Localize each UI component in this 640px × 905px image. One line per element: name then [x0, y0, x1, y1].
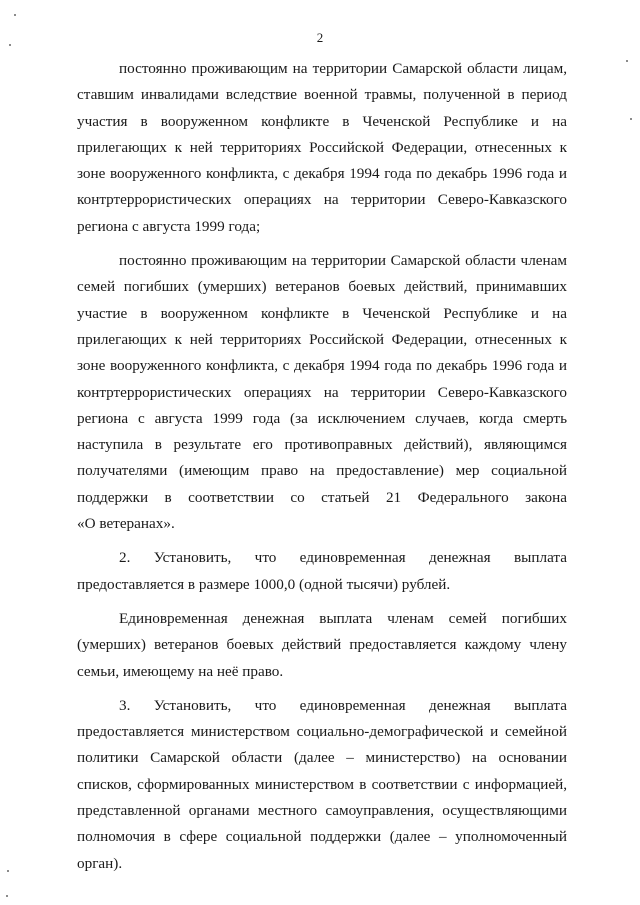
- text-line: региона с августа 1999 года (за исключением случаев, когда смерть: [77, 409, 567, 427]
- text-line: ставшим инвалидами вследствие военной травмы, полученной в период: [77, 86, 567, 104]
- text-line: предоставляется в размере 1000,0 (одной тысячи) рублей.: [77, 575, 451, 593]
- paragraph-family-payment: [77, 606, 567, 685]
- document-body: [77, 56, 567, 885]
- scan-speck: [7, 870, 9, 872]
- text-line: участия в вооруженном конфликте в Чеченской Республике и на: [77, 112, 567, 130]
- text-line: предоставляется министерством социально-демографической и семейной: [77, 723, 567, 741]
- text-line: «О ветеранах».: [77, 515, 175, 533]
- paragraph-item-3: [77, 693, 567, 877]
- scan-speck: [626, 60, 628, 62]
- text-line: постоянно проживающим на территории Самарской области членам: [119, 252, 567, 270]
- scan-speck: [14, 14, 16, 16]
- text-line: участие в вооруженном конфликте в Чеченской Республике и на: [77, 304, 567, 322]
- paragraph-item-2: [77, 545, 567, 598]
- page-number: 2: [316, 30, 324, 45]
- text-line: политики Самарской области (далее – министерство) на основании: [77, 749, 567, 767]
- scan-speck: [9, 44, 11, 46]
- paragraph-families: [77, 248, 567, 537]
- text-line: наступила в результате его противоправных действий), являющимся: [77, 436, 567, 454]
- text-line: поддержки в соответствии со статьей 21 Федерального закона: [77, 488, 567, 506]
- text-line: Единовременная денежная выплата членам семей погибших: [119, 609, 567, 627]
- text-line: 3. Установить, что единовременная денежная выплата: [119, 696, 567, 714]
- text-line: 2. Установить, что единовременная денежная выплата: [119, 549, 567, 567]
- text-line: контртеррористических операциях на территории Северо-Кавказского: [77, 383, 567, 401]
- text-line: зоне вооруженного конфликта, с декабря 1994 года по декабрь 1996 года и: [77, 165, 567, 183]
- paragraph-invalids: [77, 56, 567, 240]
- text-line: получателями (имеющим право на предоставление) мер социальной: [77, 462, 567, 480]
- text-line: семей погибших (умерших) ветеранов боевых действий, принимавших: [77, 278, 567, 296]
- text-line: орган).: [77, 854, 123, 872]
- text-line: прилегающих к ней территориях Российской Федерации, отнесенных к: [77, 138, 567, 156]
- text-line: списков, сформированных министерством в соответствии с информацией,: [77, 775, 567, 793]
- scan-speck: [6, 895, 8, 897]
- text-line: (умерших) ветеранов боевых действий предоставляется каждому члену: [77, 636, 567, 654]
- text-line: представленной органами местного самоуправления, осуществляющими: [77, 802, 567, 820]
- text-line: полномочия в сфере социальной поддержки (далее – уполномоченный: [77, 828, 567, 846]
- scan-speck: [630, 118, 632, 120]
- text-line: постоянно проживающим на территории Самарской области лицам,: [119, 60, 567, 77]
- text-line: семьи, имеющему на неё право.: [77, 662, 284, 680]
- text-line: региона с августа 1999 года;: [77, 217, 261, 235]
- text-line: контртеррористических операциях на территории Северо-Кавказского: [77, 191, 567, 209]
- text-line: зоне вооруженного конфликта, с декабря 1994 года по декабрь 1996 года и: [77, 357, 567, 375]
- text-line: прилегающих к ней территориях Российской Федерации, отнесенных к: [77, 330, 567, 348]
